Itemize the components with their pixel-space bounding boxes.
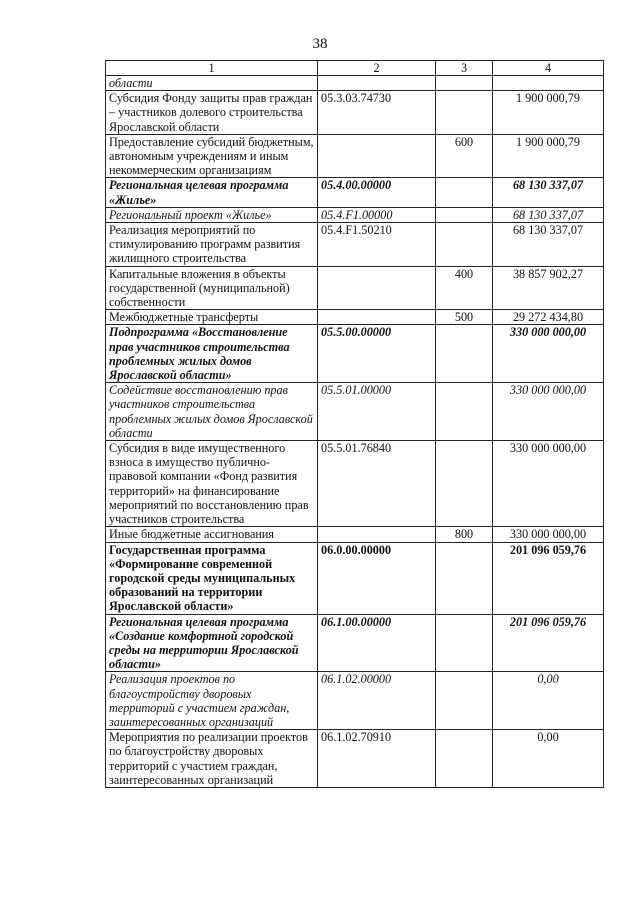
row-code-cell: 05.3.03.74730 <box>318 91 436 135</box>
row-name-cell: Государственная программа «Формирование современной городской среды муниципальных образований на территории Ярославской области» <box>106 542 318 614</box>
header-col-4: 4 <box>493 61 604 76</box>
row-code-cell: 05.4.F1.00000 <box>318 207 436 222</box>
row-name-cell: Подпрограмма «Восстановление прав участников строительства проблемных жилых домов Ярославской области» <box>106 325 318 383</box>
row-name-cell: Региональная целевая программа «Жилье» <box>106 178 318 207</box>
row-name-cell: Реализация проектов по благоустройству дворовых территорий с участием граждан, заинтересованных организаций <box>106 672 318 730</box>
row-amount-cell: 68 130 337,07 <box>493 178 604 207</box>
table-row <box>106 310 604 325</box>
row-name-cell: Межбюджетные трансферты <box>106 310 318 325</box>
page-number: 38 <box>312 36 328 52</box>
row-code-cell: 05.5.01.76840 <box>318 441 436 527</box>
row-name-cell: Региональная целевая программа «Создание комфортной городской среды на территории Ярославской области» <box>106 614 318 672</box>
row-code-cell: 06.0.00.00000 <box>318 542 436 614</box>
row-type-cell <box>436 325 493 383</box>
row-type-cell <box>436 76 493 91</box>
row-amount-cell: 68 130 337,07 <box>493 223 604 267</box>
table-row <box>106 542 604 614</box>
row-name-cell: Предоставление субсидий бюджетным, автономным учреждениям и иным некоммерческим организациям <box>106 134 318 178</box>
row-type-cell <box>436 542 493 614</box>
header-col-1: 1 <box>106 61 318 76</box>
row-amount-cell: 330 000 000,00 <box>493 383 604 441</box>
row-name-cell: Субсидия Фонду защиты прав граждан – участников долевого строительства Ярославской области <box>106 91 318 135</box>
row-name-cell: Капитальные вложения в объекты государственной (муниципальной) собственности <box>106 266 318 310</box>
table-row <box>106 91 604 135</box>
header-row <box>106 61 604 76</box>
table-row <box>106 178 604 207</box>
row-type-cell <box>436 178 493 207</box>
row-type-cell: 600 <box>436 134 493 178</box>
table-row <box>106 672 604 730</box>
row-amount-cell: 201 096 059,76 <box>493 614 604 672</box>
table-row <box>106 441 604 527</box>
row-type-cell <box>436 91 493 135</box>
row-name-cell: Субсидия в виде имущественного взноса в имущество публично-правовой компании «Фонд развития территорий» на финансирование мероприятий по восстановлению прав участников строительства <box>106 441 318 527</box>
row-type-cell <box>436 223 493 267</box>
table-row <box>106 266 604 310</box>
table-row <box>106 730 604 788</box>
row-code-cell: 06.1.02.70910 <box>318 730 436 788</box>
header-col-3: 3 <box>436 61 493 76</box>
row-code-cell: 05.4.F1.50210 <box>318 223 436 267</box>
header-col-2: 2 <box>318 61 436 76</box>
row-amount-cell: 68 130 337,07 <box>493 207 604 222</box>
row-type-cell: 400 <box>436 266 493 310</box>
row-name-cell: области <box>106 76 318 91</box>
table-row <box>106 207 604 222</box>
row-code-cell <box>318 134 436 178</box>
row-code-cell <box>318 266 436 310</box>
table-row <box>106 383 604 441</box>
row-amount-cell: 1 900 000,79 <box>493 91 604 135</box>
table-row <box>106 76 604 91</box>
row-amount-cell: 330 000 000,00 <box>493 325 604 383</box>
row-code-cell: 05.5.00.00000 <box>318 325 436 383</box>
row-amount-cell: 330 000 000,00 <box>493 527 604 542</box>
row-amount-cell: 29 272 434,80 <box>493 310 604 325</box>
table-row <box>106 325 604 383</box>
row-amount-cell: 201 096 059,76 <box>493 542 604 614</box>
table-row <box>106 223 604 267</box>
row-code-cell <box>318 76 436 91</box>
row-type-cell <box>436 730 493 788</box>
row-amount-cell: 1 900 000,79 <box>493 134 604 178</box>
row-amount-cell: 0,00 <box>493 672 604 730</box>
row-code-cell <box>318 310 436 325</box>
row-name-cell: Реализация мероприятий по стимулированию программ развития жилищного строительства <box>106 223 318 267</box>
table-row <box>106 527 604 542</box>
budget-table <box>105 60 604 788</box>
row-code-cell: 06.1.02.00000 <box>318 672 436 730</box>
row-type-cell <box>436 614 493 672</box>
row-type-cell <box>436 383 493 441</box>
row-name-cell: Мероприятия по реализации проектов по благоустройству дворовых территорий с участием граждан, заинтересованных организаций <box>106 730 318 788</box>
row-amount-cell: 38 857 902,27 <box>493 266 604 310</box>
row-name-cell: Иные бюджетные ассигнования <box>106 527 318 542</box>
row-name-cell: Содействие восстановлению прав участников строительства проблемных жилых домов Ярославской области <box>106 383 318 441</box>
row-code-cell: 06.1.00.00000 <box>318 614 436 672</box>
row-type-cell <box>436 441 493 527</box>
row-code-cell <box>318 527 436 542</box>
row-amount-cell <box>493 76 604 91</box>
row-type-cell <box>436 672 493 730</box>
table-row <box>106 614 604 672</box>
row-code-cell: 05.5.01.00000 <box>318 383 436 441</box>
row-amount-cell: 330 000 000,00 <box>493 441 604 527</box>
row-name-cell: Региональный проект «Жилье» <box>106 207 318 222</box>
row-type-cell: 800 <box>436 527 493 542</box>
row-code-cell: 05.4.00.00000 <box>318 178 436 207</box>
budget-table-body <box>106 61 604 788</box>
row-amount-cell: 0,00 <box>493 730 604 788</box>
row-type-cell: 500 <box>436 310 493 325</box>
table-row <box>106 134 604 178</box>
row-type-cell <box>436 207 493 222</box>
